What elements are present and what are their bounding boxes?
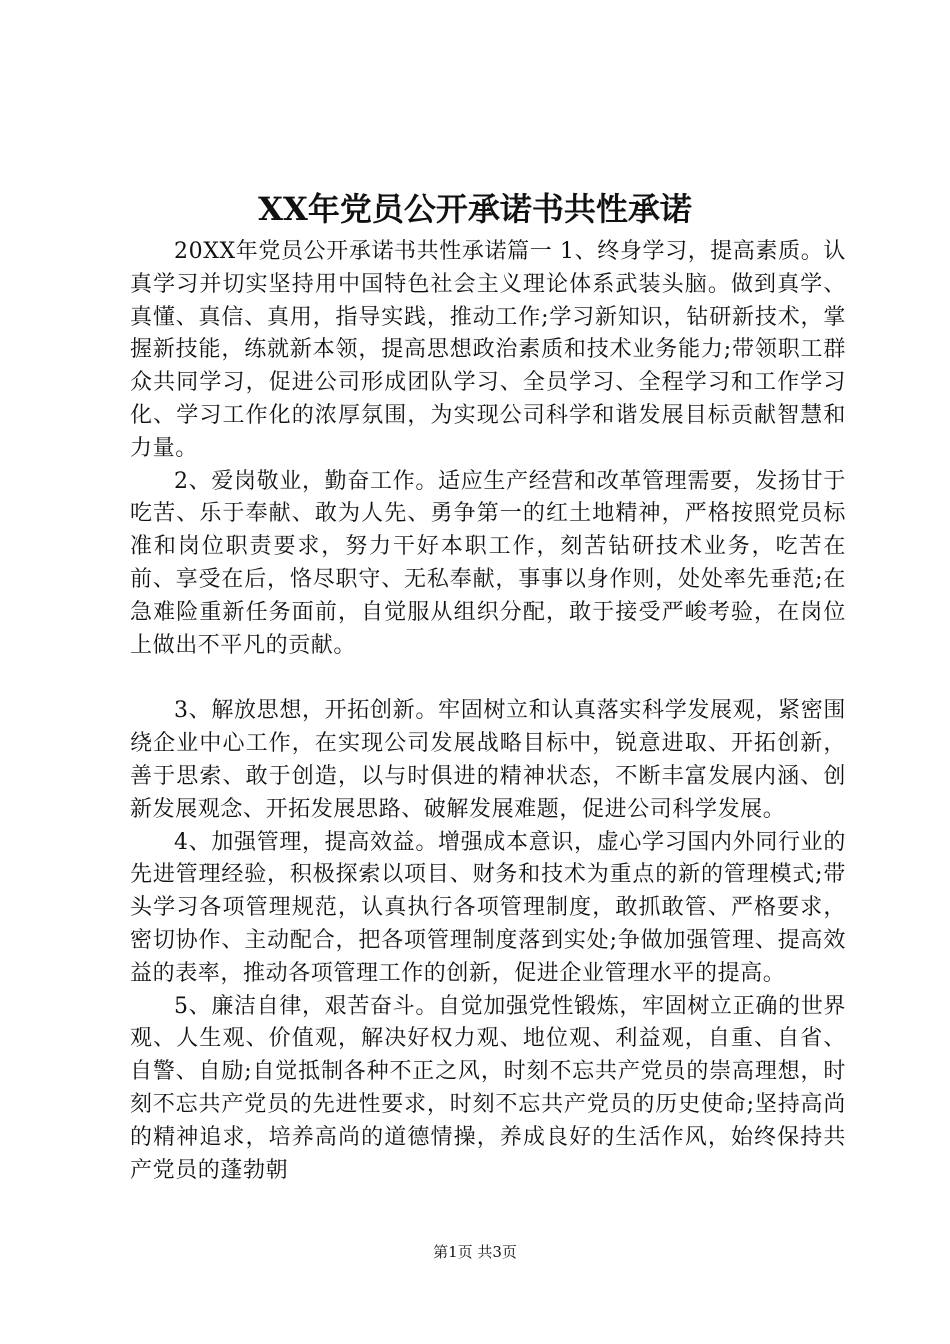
page-number-footer: 第1页 共3页 (433, 1243, 517, 1261)
paragraph-1: 20XX年党员公开承诺书共性承诺篇一 1、终身学习，提高素质。认真学习并切实坚持用中国特色社会主义理论体系武装头脑。做到真学、真懂、真信、真用，指导实践，推动工作;学习新知识，钻研新技术，掌握新技能，练就新本领，提高思想政治素质和技术业务能力;带领职工群众共同学习，促进公司形成团队学习、全员学习、全程学习和工作学习化、学习工作化的浓厚氛围，为实现公司科学和谐发展目标贡献智慧和力量。 (130, 239, 846, 461)
paragraph-2: 2、爱岗敬业，勤奋工作。适应生产经营和改革管理需要，发扬甘于吃苦、乐于奉献、敢为人先、勇争第一的红土地精神，严格按照党员标准和岗位职责要求，努力干好本职工作，刻苦钻研技术业务，吃苦在前、享受在后，恪尽职守、无私奉献，事事以身作则，处处率先垂范;在急难险重新任务面前，自觉服从组织分配，敢于接受严峻考验，在岗位上做出不平凡的贡献。 (130, 468, 846, 658)
document-body (130, 236, 846, 1187)
paragraph-5: 5、廉洁自律，艰苦奋斗。自觉加强党性锻炼，牢固树立正确的世界观、人生观、价值观，解决好权力观、地位观、利益观，自重、自省、自警、自励;自觉抵制各种不正之风，时刻不忘共产党员的崇高理想，时刻不忘共产党员的先进性要求，时刻不忘共产党员的历史使命;坚持高尚的精神追求，培养高尚的道德情操，养成良好的生活作风，始终保持共产党员的蓬勃朝 (130, 993, 846, 1183)
document-title: XX年党员公开承诺书共性承诺 (258, 190, 692, 228)
paragraph-4: 4、加强管理，提高效益。增强成本意识，虚心学习国内外同行业的先进管理经验，积极探索以项目、财务和技术为重点的新的管理模式;带头学习各项管理规范，认真执行各项管理制度，敢抓敢管、严格要求，密切协作、主动配合，把各项管理制度落到实处;争做加强管理、提高效益的表率，推动各项管理工作的创新，促进企业管理水平的提高。 (130, 829, 846, 986)
paragraph-3: 3、解放思想，开拓创新。牢固树立和认真落实科学发展观，紧密围绕企业中心工作，在实现公司发展战略目标中，锐意进取、开拓创新，善于思索、敢于创造，以与时俱进的精神状态，不断丰富发展内涵、创新发展观念、开拓发展思路、破解发展难题，促进公司科学发展。 (130, 698, 846, 822)
